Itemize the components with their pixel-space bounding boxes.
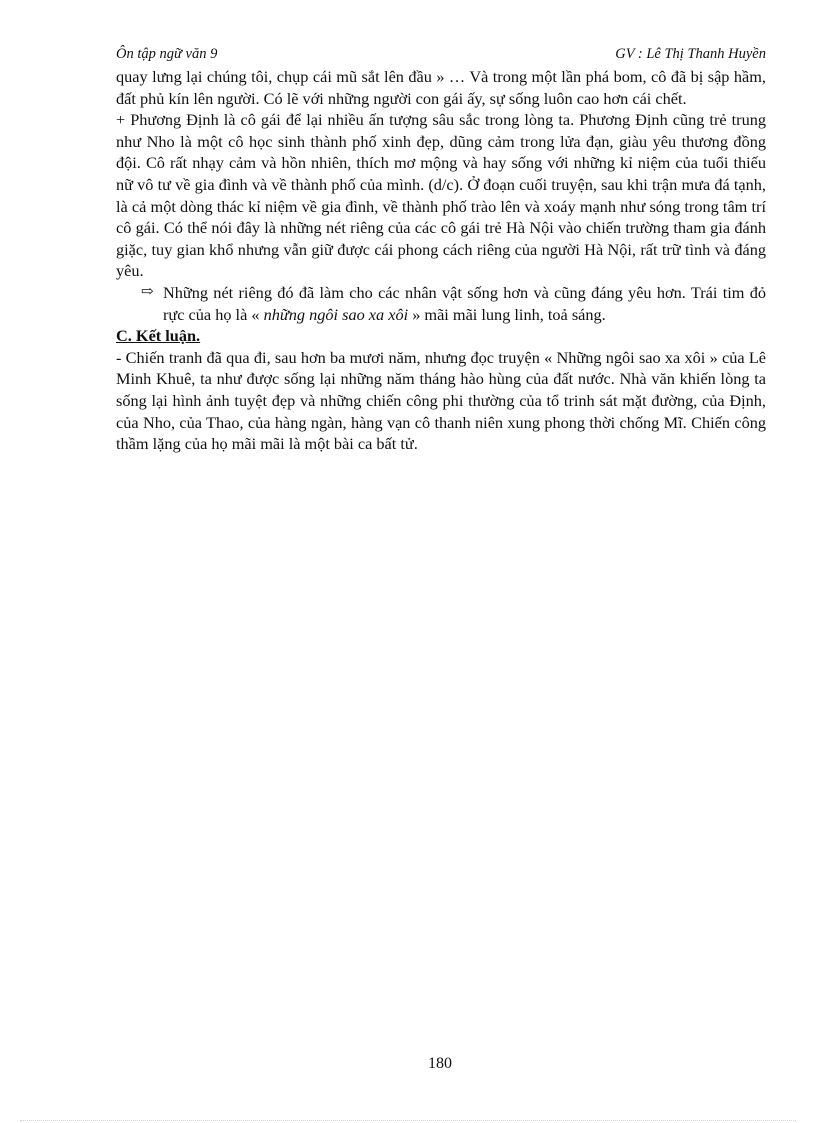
header-teacher: GV : Lê Thị Thanh Huyền (615, 46, 766, 62)
page-number: 180 (428, 1055, 452, 1072)
page-bottom-divider (20, 1120, 796, 1121)
section-heading-conclusion: C. Kết luận. (116, 326, 201, 346)
paragraph-continuation: quay lưng lại chúng tôi, chụp cái mũ sắt lên đầu » … Và trong một lần phá bom, cô đã bị sập hầm, đất phủ kín lên người. Có lẽ với những người con gái ấy, sự sống luôn cao hơn cái chết. (116, 67, 766, 108)
bullet-text-start: Những nét riêng đó đã làm cho các nhân vật sống hơn và cũng đáng yêu hơn. Trái tim đỏ rực của họ là « (163, 282, 766, 324)
page-content (116, 66, 766, 455)
header-subject: Ôn tập ngữ văn 9 (116, 46, 218, 62)
page-header (116, 46, 766, 68)
arrow-right-icon: ⇨ (141, 283, 154, 300)
bullet-text-end: » mãi mãi lung linh, toả sáng. (408, 304, 606, 324)
paragraph-conclusion: - Chiến tranh đã qua đi, sau hơn ba mươi năm, nhưng đọc truyện « Những ngôi sao xa xôi » của Lê Minh Khuê, ta như được sống lại những năm tháng hào hùng của đất nước. Nhà văn khiến lòng ta sống lại hình ảnh tuyệt đẹp và những chiến công phi thường của tổ trinh sát mặt đường, của Định, của Nho, của Thao, của hàng ngàn, hàng vạn cô thanh niên xung phong thời chống Mĩ. Chiến công thầm lặng của họ mãi mãi là một bài ca bất tử. (116, 347, 766, 454)
bullet-title-italic: những ngôi sao xa xôi (263, 304, 409, 324)
bullet-paragraph (116, 282, 766, 325)
paragraph-phuong-dinh: + Phương Định là cô gái để lại nhiều ấn tượng sâu sắc trong lòng ta. Phương Định cũng trẻ trung như Nho là một cô học sinh thành phố xinh đẹp, dũng cảm trong lửa đạn, giàu yêu thương đồng đội. Cô rất nhạy cảm và hồn nhiên, thích mơ mộng và hay sống với những kỉ niệm của tuổi thiếu nữ vô tư về gia đình và về thành phố của mình. (d/c). Ở đoạn cuối truyện, sau khi trận mưa đá tạnh, là cả một dòng thác kỉ niệm về gia đình, về thành phố trào lên và xoáy mạnh như sóng trong tâm trí cô gái. Có thể nói đây là những nét riêng của các cô gái trẻ Hà Nội vào chiến trường tham gia đánh giặc, tuy gian khổ nhưng vẫn giữ được cái phong cách riêng của người Hà Nội, rất trữ tình và đáng yêu. (116, 110, 766, 281)
